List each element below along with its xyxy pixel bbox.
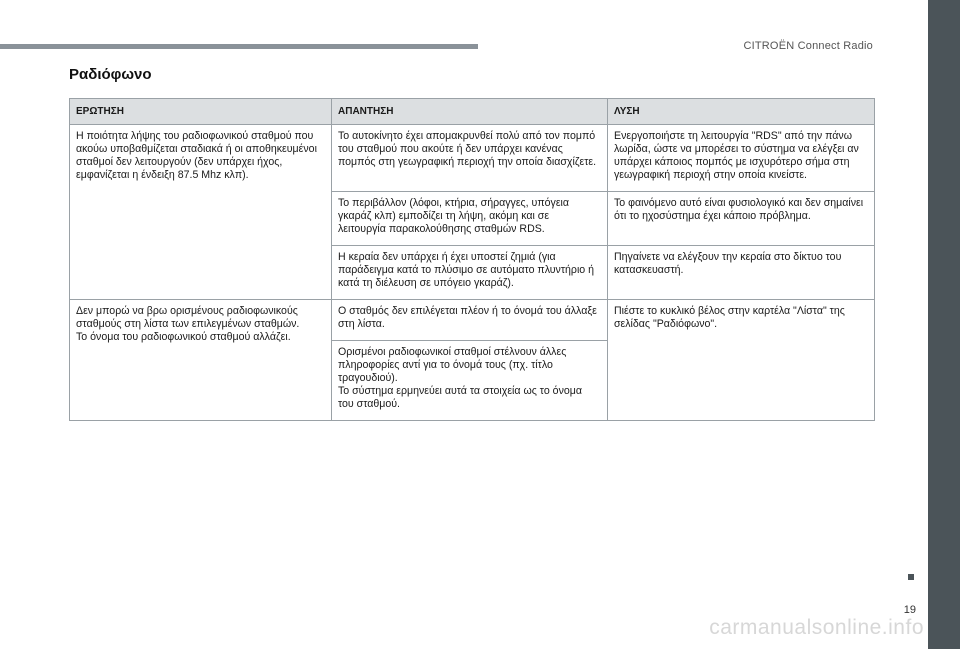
watermark: carmanualsonline.info: [709, 616, 924, 639]
question-cell: [70, 300, 332, 421]
answer-text: Το περιβάλλον (λόφοι, κτήρια, σήραγγες, υπόγεια γκαράζ κλπ) εμποδίζει τη λήψη, ακόμη και σε λειτουργία παρακολούθησης σταθμών RDS.: [338, 197, 570, 235]
answer-cell: [332, 300, 608, 341]
solution-text: Ενεργοποιήστε τη λειτουργία "RDS" από την πάνω λωρίδα, ώστε να μπορέσει το σύστημα να ελέγξει αν υπάρχει κάποιος πομπός με ισχυρότερο σήμα στη γεωγραφική περιοχή στην οποία κινείστε.: [614, 130, 859, 181]
column-header-answer: ΑΠΑΝΤΗΣΗ: [332, 99, 608, 125]
solution-text: Το φαινόμενο αυτό είναι φυσιολογικό και δεν σημαίνει ότι το ηχοσύστημα έχει κάποιο πρόβλημα.: [614, 197, 864, 222]
section-title: Ραδιόφωνο: [69, 66, 152, 83]
solution-text: Πηγαίνετε να ελέγξουν την κεραία στο δίκτυο του κατασκευαστή.: [614, 251, 842, 276]
solution-cell: [608, 125, 875, 192]
manual-header-title: CITROËN Connect Radio: [743, 40, 873, 52]
answer-cell: [332, 246, 608, 300]
answer-cell: [332, 341, 608, 421]
column-header-solution: ΛΥΣΗ: [608, 99, 875, 125]
answer-cell: [332, 192, 608, 246]
page-number: 19: [903, 604, 916, 616]
question-text: Η ποιότητα λήψης του ραδιοφωνικού σταθμού που ακούω υποβαθμίζεται σταδιακά ή οι αποθηκευμένοι σταθμοί δεν λειτουργούν (δεν υπάρχει ήχος, εμφανίζεται η ένδειξη 87.5 Mhz κλπ).: [76, 130, 317, 181]
table-header-row: [70, 99, 875, 125]
solution-text: Πιέστε το κυκλικό βέλος στην καρτέλα "Λίστα" της σελίδας "Ραδιόφωνο".: [614, 305, 845, 330]
answer-text: Ο σταθμός δεν επιλέγεται πλέον ή το όνομά του άλλαξε στη λίστα.: [338, 305, 597, 330]
page-marker: [908, 574, 914, 580]
answer-cell: [332, 125, 608, 192]
column-header-question: ΕΡΩΤΗΣΗ: [70, 99, 332, 125]
answer-text: Η κεραία δεν υπάρχει ή έχει υποστεί ζημιά (για παράδειγμα κατά το πλύσιμο σε αυτόματο πλυντήριο ή κατά τη διέλευση σε υπόγειο γκαράζ).: [338, 251, 595, 289]
answer-text: Το αυτοκίνητο έχει απομακρυνθεί πολύ από τον πομπό του σταθμού που ακούτε ή δεν υπάρχει κανένας πομπός στη γεωγραφική περιοχή την οποία διασχίζετε.: [338, 130, 597, 168]
top-rule: [0, 44, 478, 49]
question-text: Δεν μπορώ να βρω ορισμένους ραδιοφωνικούς σταθμούς στη λίστα των επιλεγμένων σταθμών. Το όνομα του ραδιοφωνικού σταθμού αλλάζει.: [76, 305, 300, 343]
right-side-band: [928, 0, 960, 649]
table-row: [70, 125, 875, 192]
solution-cell: [608, 192, 875, 246]
table-row: [70, 300, 875, 341]
faq-table: [69, 98, 875, 421]
solution-cell: [608, 246, 875, 300]
question-cell: [70, 125, 332, 300]
solution-cell: [608, 300, 875, 421]
answer-text: Ορισμένοι ραδιοφωνικοί σταθμοί στέλνουν άλλες πληροφορίες αντί για το όνομά τους (πχ. τίτλο τραγουδιού). Το σύστημα ερμηνεύει αυτά τα στοιχεία ως το όνομα του σταθμού.: [338, 346, 582, 410]
